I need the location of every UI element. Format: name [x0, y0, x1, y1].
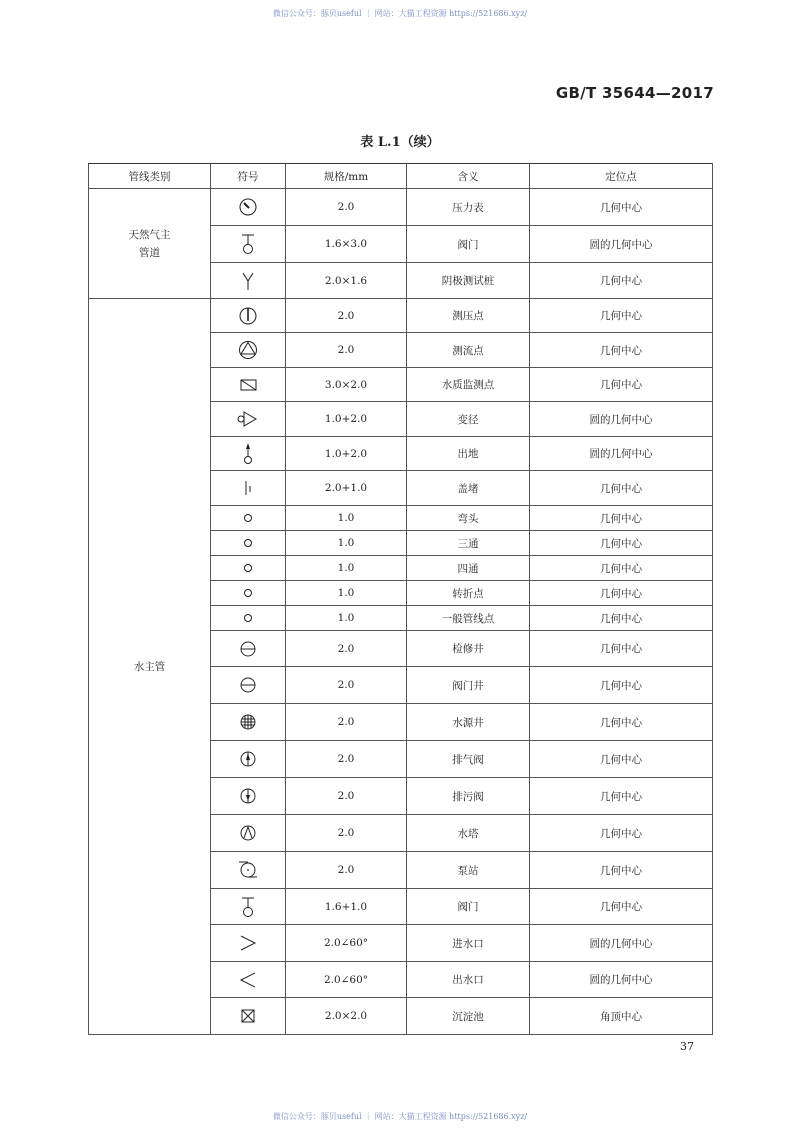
meaning-cell: 水塔: [407, 815, 530, 852]
meaning-cell: 水源井: [407, 704, 530, 741]
meaning-cell: 测流点: [407, 333, 530, 368]
anchor-cell: 圆的几何中心: [530, 402, 713, 437]
circle-hline-icon: [236, 673, 260, 697]
category-label: 天然气主 管道: [128, 228, 171, 259]
sedimentation-tank-icon: [236, 1004, 260, 1028]
meaning-cell: 弯头: [407, 506, 530, 531]
anchor-cell: 几何中心: [530, 741, 713, 778]
watermark-top: 微信公众号：豚贝useful ｜ 网站：大猫工程资源 https://521686.xyz/: [272, 9, 528, 18]
anchor-cell: 几何中心: [530, 667, 713, 704]
small-circle-icon: [236, 581, 260, 605]
anchor-cell: 几何中心: [530, 606, 713, 631]
meaning-cell: 阴极测试桩: [407, 263, 530, 299]
outlet-angle-icon: [236, 968, 260, 992]
spec-cell: 2.0+1.0: [286, 471, 407, 506]
circle-hline-icon: [236, 637, 260, 661]
spec-cell: 1.0: [286, 556, 407, 581]
meaning-cell: 变径: [407, 402, 530, 437]
spec-cell: 1.6×3.0: [286, 226, 407, 263]
symbol-cell: [211, 333, 286, 368]
header-anchor: 定位点: [530, 164, 713, 189]
symbol-cell: [211, 299, 286, 333]
anchor-cell: 几何中心: [530, 815, 713, 852]
anchor-cell: 圆的几何中心: [530, 226, 713, 263]
small-circle-icon: [236, 506, 260, 530]
table-row: [89, 299, 713, 333]
spec-cell: 1.0: [286, 606, 407, 631]
symbol-cell: [211, 581, 286, 606]
symbol-cell: [211, 998, 286, 1035]
outlet-icon: [236, 442, 260, 466]
valve-icon: [236, 232, 260, 256]
meaning-cell: 压力表: [407, 189, 530, 226]
anchor-cell: 几何中心: [530, 852, 713, 889]
anchor-cell: 圆的几何中心: [530, 962, 713, 998]
anchor-cell: 几何中心: [530, 333, 713, 368]
meaning-cell: 四通: [407, 556, 530, 581]
meaning-cell: 泵站: [407, 852, 530, 889]
pressure-point-icon: [236, 304, 260, 328]
anchor-cell: 几何中心: [530, 581, 713, 606]
header-spec: 规格/mm: [286, 164, 407, 189]
table-header-row: [89, 164, 713, 189]
symbol-cell: [211, 741, 286, 778]
meaning-cell: 排气阀: [407, 741, 530, 778]
spec-cell: 2.0∠60°: [286, 962, 407, 998]
category-cell: [89, 299, 211, 1035]
symbol-cell: [211, 962, 286, 998]
spec-cell: 2.0×1.6: [286, 263, 407, 299]
anchor-cell: 圆的几何中心: [530, 437, 713, 471]
category-cell: [89, 189, 211, 299]
anchor-cell: 几何中心: [530, 778, 713, 815]
anchor-cell: 几何中心: [530, 263, 713, 299]
meaning-cell: 盖堵: [407, 471, 530, 506]
meaning-cell: 一般管线点: [407, 606, 530, 631]
header-symbol: 符号: [211, 164, 286, 189]
meaning-cell: 阀门: [407, 889, 530, 925]
symbol-cell: [211, 531, 286, 556]
spec-cell: 1.0: [286, 506, 407, 531]
symbol-cell: [211, 704, 286, 741]
category-label: 水主管: [133, 660, 166, 673]
spec-cell: 2.0: [286, 815, 407, 852]
anchor-cell: 几何中心: [530, 189, 713, 226]
spec-cell: 2.0: [286, 741, 407, 778]
pump-station-icon: [236, 858, 260, 882]
meaning-cell: 排污阀: [407, 778, 530, 815]
header-category: 管线类别: [89, 164, 211, 189]
spec-cell: 2.0: [286, 778, 407, 815]
spec-cell: 2.0: [286, 333, 407, 368]
spec-cell: 2.0: [286, 189, 407, 226]
pressure-gauge-icon: [236, 195, 260, 219]
header-meaning: 含义: [407, 164, 530, 189]
anchor-cell: 几何中心: [530, 704, 713, 741]
symbol-cell: [211, 437, 286, 471]
anchor-cell: 几何中心: [530, 631, 713, 667]
meaning-cell: 出地: [407, 437, 530, 471]
anchor-cell: 几何中心: [530, 556, 713, 581]
circle-grid-icon: [236, 710, 260, 734]
meaning-cell: 测压点: [407, 299, 530, 333]
anchor-cell: 几何中心: [530, 531, 713, 556]
water-quality-icon: [236, 373, 260, 397]
spec-cell: 3.0×2.0: [286, 368, 407, 402]
anchor-cell: 角顶中心: [530, 998, 713, 1035]
symbol-cell: [211, 667, 286, 704]
page-number: 37: [680, 1040, 694, 1053]
spec-cell: 1.0: [286, 581, 407, 606]
anchor-cell: 圆的几何中心: [530, 925, 713, 962]
watermark-bottom: 微信公众号：豚贝useful ｜ 网站：大猫工程资源 https://521686.xyz/: [272, 1112, 528, 1121]
symbol-cell: [211, 889, 286, 925]
spec-cell: 2.0×2.0: [286, 998, 407, 1035]
symbol-cell: [211, 506, 286, 531]
cap-icon: [236, 476, 260, 500]
table-title: 表 L.1（续）: [360, 135, 440, 150]
symbol-cell: [211, 852, 286, 889]
valve-icon: [236, 895, 260, 919]
flow-point-icon: [236, 338, 260, 362]
symbol-cell: [211, 368, 286, 402]
symbol-cell: [211, 263, 286, 299]
symbol-cell: [211, 815, 286, 852]
small-circle-icon: [236, 606, 260, 630]
spec-cell: 2.0: [286, 704, 407, 741]
spec-cell: 1.0+2.0: [286, 437, 407, 471]
symbol-cell: [211, 606, 286, 631]
symbol-cell: [211, 925, 286, 962]
spec-cell: 2.0∠60°: [286, 925, 407, 962]
spec-cell: 2.0: [286, 631, 407, 667]
inlet-icon: [236, 931, 260, 955]
meaning-cell: 三通: [407, 531, 530, 556]
symbol-cell: [211, 189, 286, 226]
spec-cell: 1.0: [286, 531, 407, 556]
spec-cell: 2.0: [286, 852, 407, 889]
meaning-cell: 阀门: [407, 226, 530, 263]
standard-number: GB/T 35644—2017: [555, 84, 714, 102]
reducer-icon: [236, 407, 260, 431]
symbol-cell: [211, 556, 286, 581]
spec-cell: 1.6+1.0: [286, 889, 407, 925]
small-circle-icon: [236, 531, 260, 555]
meaning-cell: 出水口: [407, 962, 530, 998]
meaning-cell: 水质监测点: [407, 368, 530, 402]
symbol-cell: [211, 471, 286, 506]
meaning-cell: 进水口: [407, 925, 530, 962]
spec-cell: 2.0: [286, 299, 407, 333]
symbol-table: [88, 163, 713, 1035]
small-circle-icon: [236, 556, 260, 580]
spec-cell: 1.0+2.0: [286, 402, 407, 437]
spec-cell: 2.0: [286, 667, 407, 704]
symbol-cell: [211, 226, 286, 263]
meaning-cell: 阀门井: [407, 667, 530, 704]
circle-arrow-down-icon: [236, 784, 260, 808]
table-row: [89, 189, 713, 226]
symbol-cell: [211, 402, 286, 437]
anchor-cell: 几何中心: [530, 889, 713, 925]
symbol-cell: [211, 778, 286, 815]
anchor-cell: 几何中心: [530, 299, 713, 333]
water-tower-icon: [236, 821, 260, 845]
anchor-cell: 几何中心: [530, 471, 713, 506]
meaning-cell: 沉淀池: [407, 998, 530, 1035]
meaning-cell: 检修井: [407, 631, 530, 667]
anchor-cell: 几何中心: [530, 368, 713, 402]
anchor-cell: 几何中心: [530, 506, 713, 531]
symbol-cell: [211, 631, 286, 667]
y-test-pile-icon: [236, 269, 260, 293]
circle-arrow-up-icon: [236, 747, 260, 771]
meaning-cell: 转折点: [407, 581, 530, 606]
